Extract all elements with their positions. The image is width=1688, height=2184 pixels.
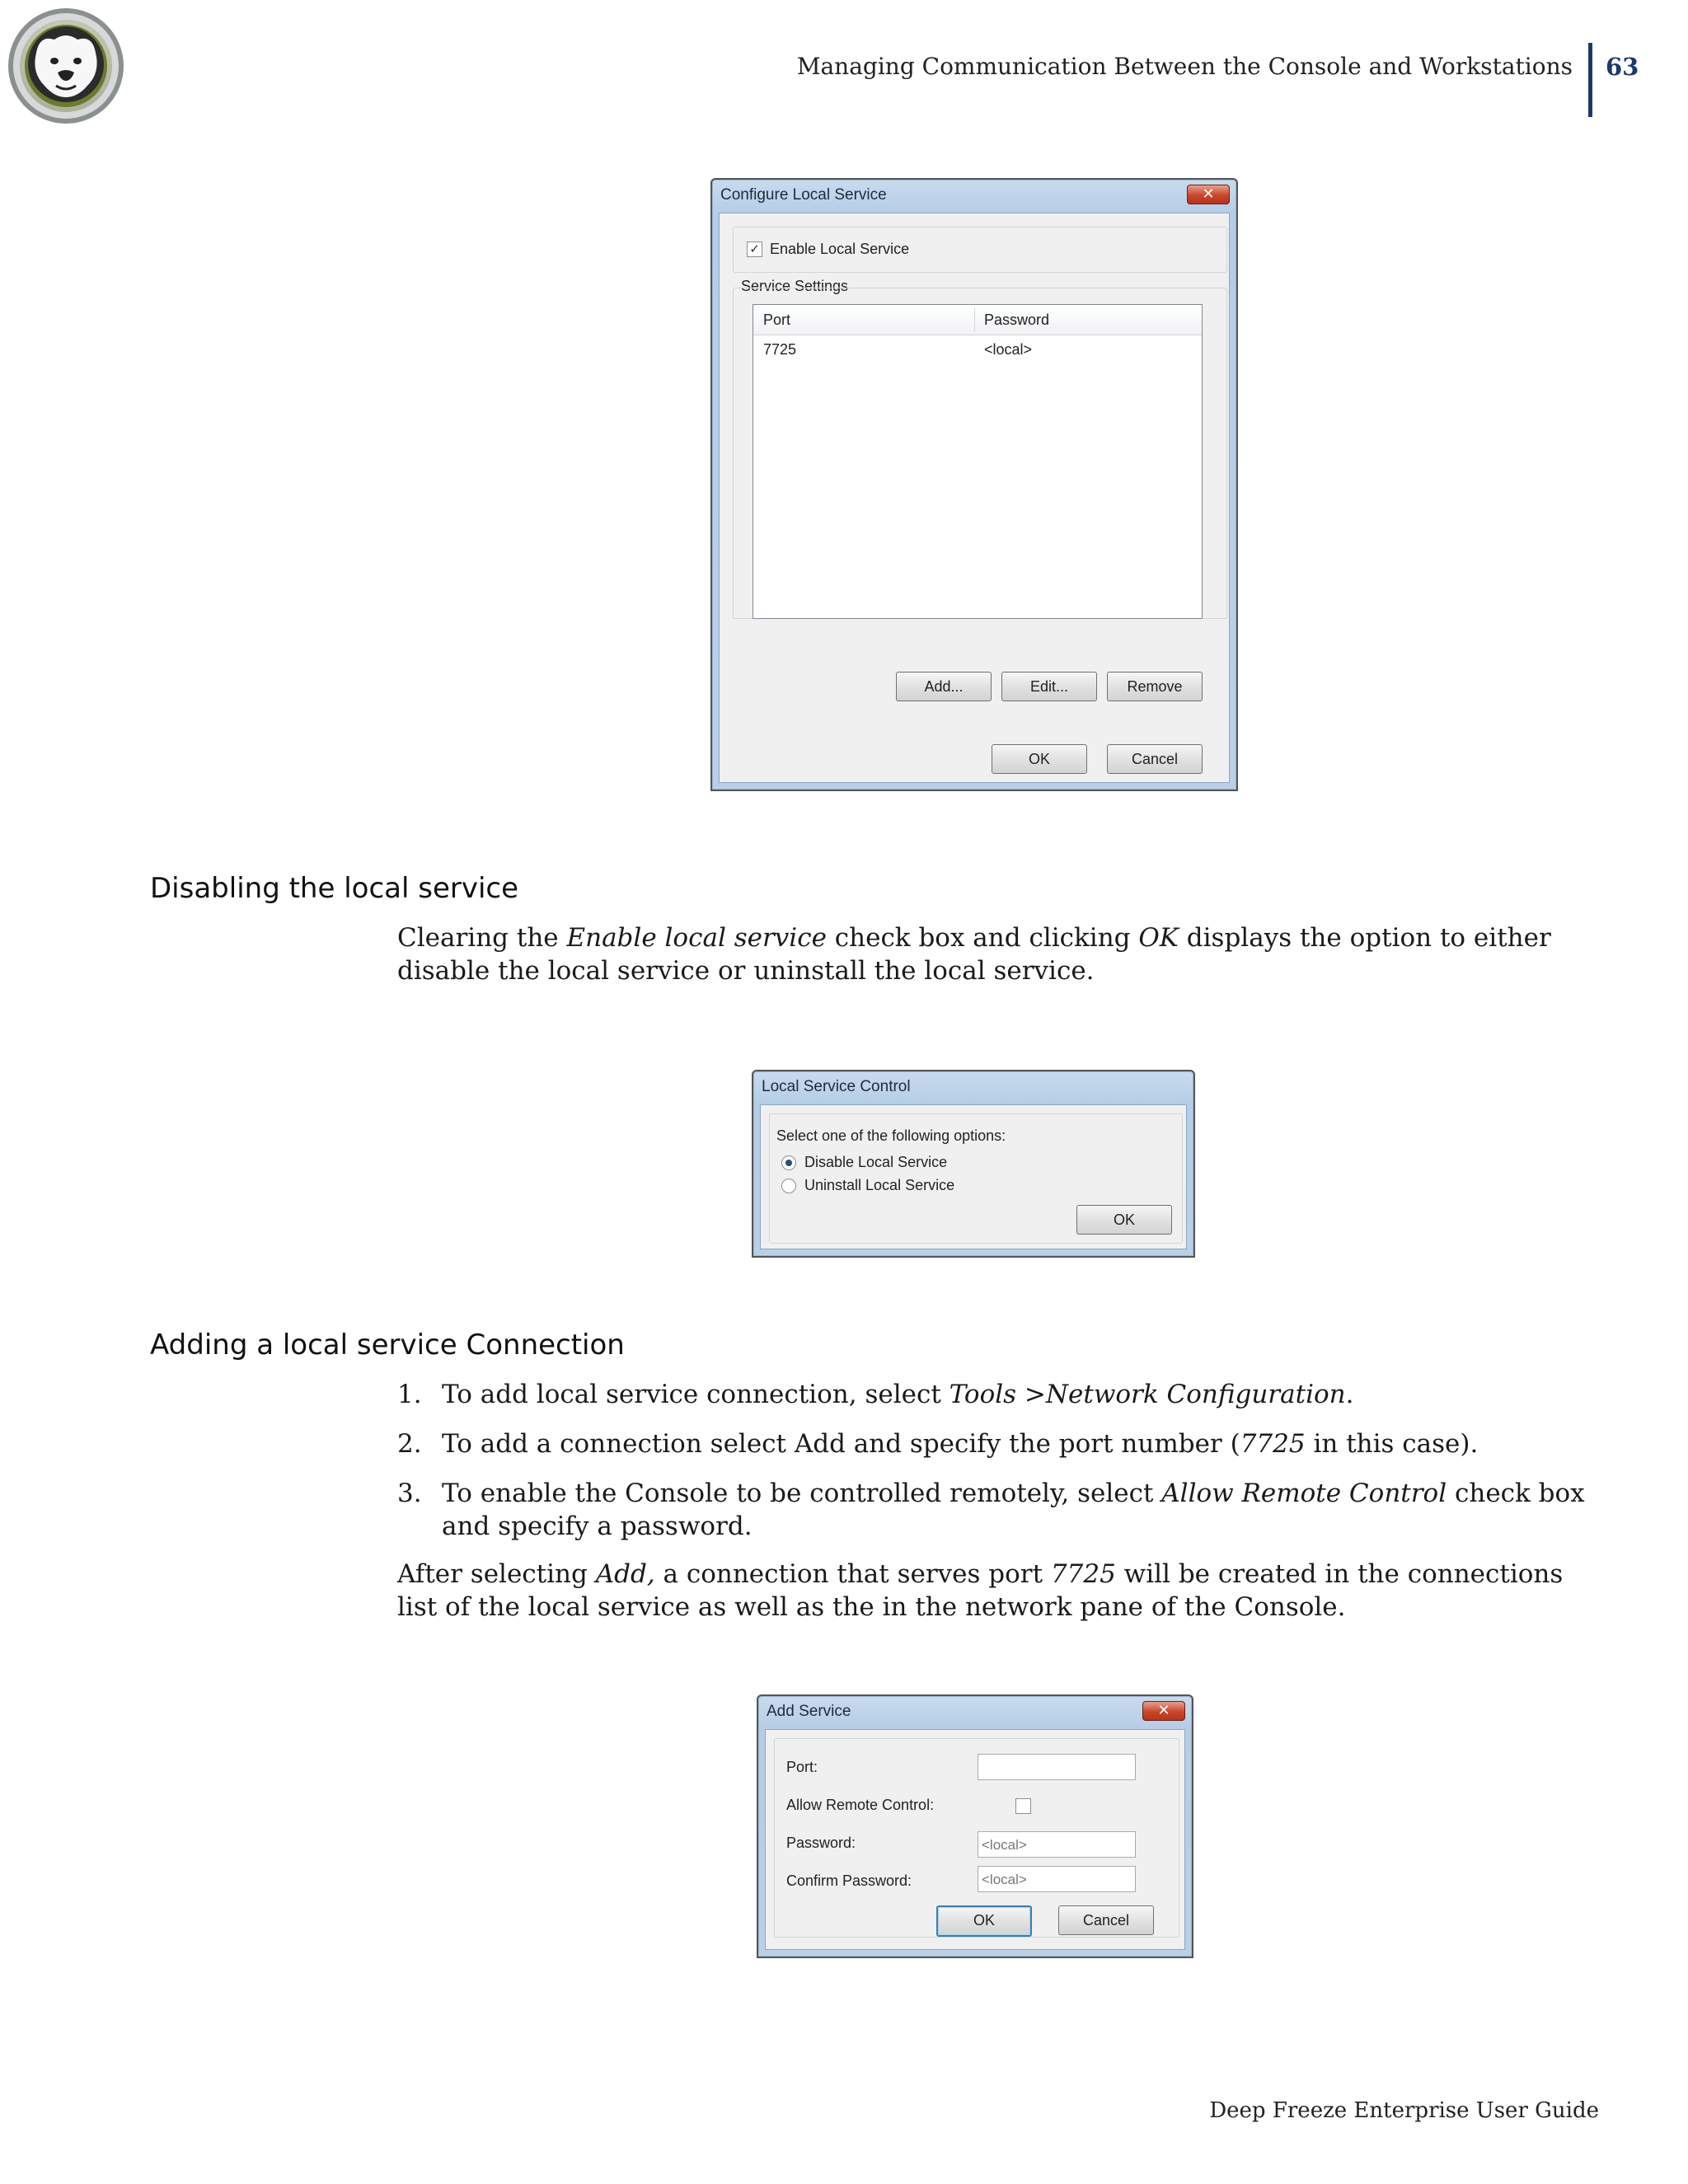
dialog-title: Add Service — [767, 1703, 851, 1720]
section-heading-disabling: Disabling the local service — [150, 872, 519, 905]
column-separator — [974, 308, 975, 331]
allow-remote-control-checkbox[interactable] — [1015, 1798, 1031, 1814]
service-settings-group-label: Service Settings — [741, 278, 849, 294]
section-heading-adding: Adding a local service Connection — [150, 1329, 625, 1361]
column-header-password[interactable]: Password — [984, 312, 1050, 328]
cancel-button[interactable]: Cancel — [1058, 1905, 1154, 1935]
after-add-paragraph: After selecting Add, a connection that serves port 7725 will be created in the connections list of the local service as well as the in the network pane of the Console. — [397, 1559, 1564, 1622]
close-icon[interactable]: ✕ — [1142, 1701, 1185, 1721]
row-password: <local> — [984, 341, 1033, 358]
enable-group — [733, 227, 1227, 273]
header-divider — [1588, 43, 1592, 117]
port-input[interactable] — [978, 1754, 1136, 1780]
ok-button[interactable]: OK — [936, 1905, 1032, 1937]
dialog-title: Local Service Control — [762, 1078, 911, 1095]
service-list[interactable] — [753, 304, 1203, 619]
configure-local-service-dialog — [710, 178, 1238, 791]
enable-local-service-checkbox[interactable]: ✓ — [747, 241, 762, 257]
remove-button[interactable]: Remove — [1107, 672, 1203, 701]
polar-bear-logo-icon — [7, 7, 125, 125]
running-footer: Deep Freeze Enterprise User Guide — [1209, 2098, 1599, 2123]
port-label: Port: — [786, 1759, 818, 1775]
dialog-client-area — [760, 1104, 1187, 1249]
table-row[interactable] — [753, 336, 1202, 363]
close-icon[interactable]: ✕ — [1187, 185, 1230, 204]
list-item: 1. To add local service connection, select Tools >Network Configuration. — [397, 1380, 1354, 1409]
edit-button[interactable]: Edit... — [1001, 672, 1097, 701]
ok-button[interactable]: OK — [992, 744, 1087, 774]
list-header — [753, 305, 1202, 335]
dialog-client-area — [719, 213, 1230, 783]
page-number: 63 — [1606, 53, 1639, 81]
allow-remote-control-label: Allow Remote Control: — [786, 1797, 935, 1813]
disable-local-service-radio[interactable] — [781, 1155, 796, 1170]
uninstall-local-service-label[interactable]: Uninstall Local Service — [804, 1177, 955, 1193]
disable-local-service-label[interactable]: Disable Local Service — [804, 1154, 948, 1170]
list-item: 3. To enable the Console to be controlled remotely, select Allow Remote Control check box and specify a password. — [397, 1479, 1585, 1541]
enable-local-service-label: Enable Local Service — [770, 241, 910, 257]
password-field[interactable]: <local> — [978, 1831, 1136, 1858]
list-item: 2. To add a connection select Add and specify the port number (7725 in this case). — [397, 1429, 1479, 1459]
add-service-group — [774, 1738, 1179, 1938]
row-port: 7725 — [763, 341, 797, 358]
confirm-password-label: Confirm Password: — [786, 1872, 912, 1889]
password-label: Password: — [786, 1835, 856, 1851]
cancel-button[interactable]: Cancel — [1107, 744, 1203, 774]
disable-paragraph: Clearing the Enable local service check box and clicking OK displays the option to either disable the local service or uninstall the local service. — [397, 923, 1551, 986]
options-group — [769, 1113, 1183, 1244]
local-service-control-dialog — [752, 1070, 1195, 1258]
ok-button[interactable]: OK — [1076, 1205, 1172, 1235]
add-button[interactable]: Add... — [896, 672, 992, 701]
running-header-title: Managing Communication Between the Console and Workstations — [796, 53, 1573, 80]
options-prompt: Select one of the following options: — [776, 1127, 1006, 1144]
confirm-password-field[interactable]: <local> — [978, 1866, 1136, 1892]
column-header-port[interactable]: Port — [763, 312, 791, 328]
uninstall-local-service-radio[interactable] — [781, 1179, 796, 1193]
dialog-title: Configure Local Service — [720, 186, 887, 204]
dialog-client-area — [765, 1729, 1185, 1950]
add-service-dialog — [757, 1694, 1193, 1958]
